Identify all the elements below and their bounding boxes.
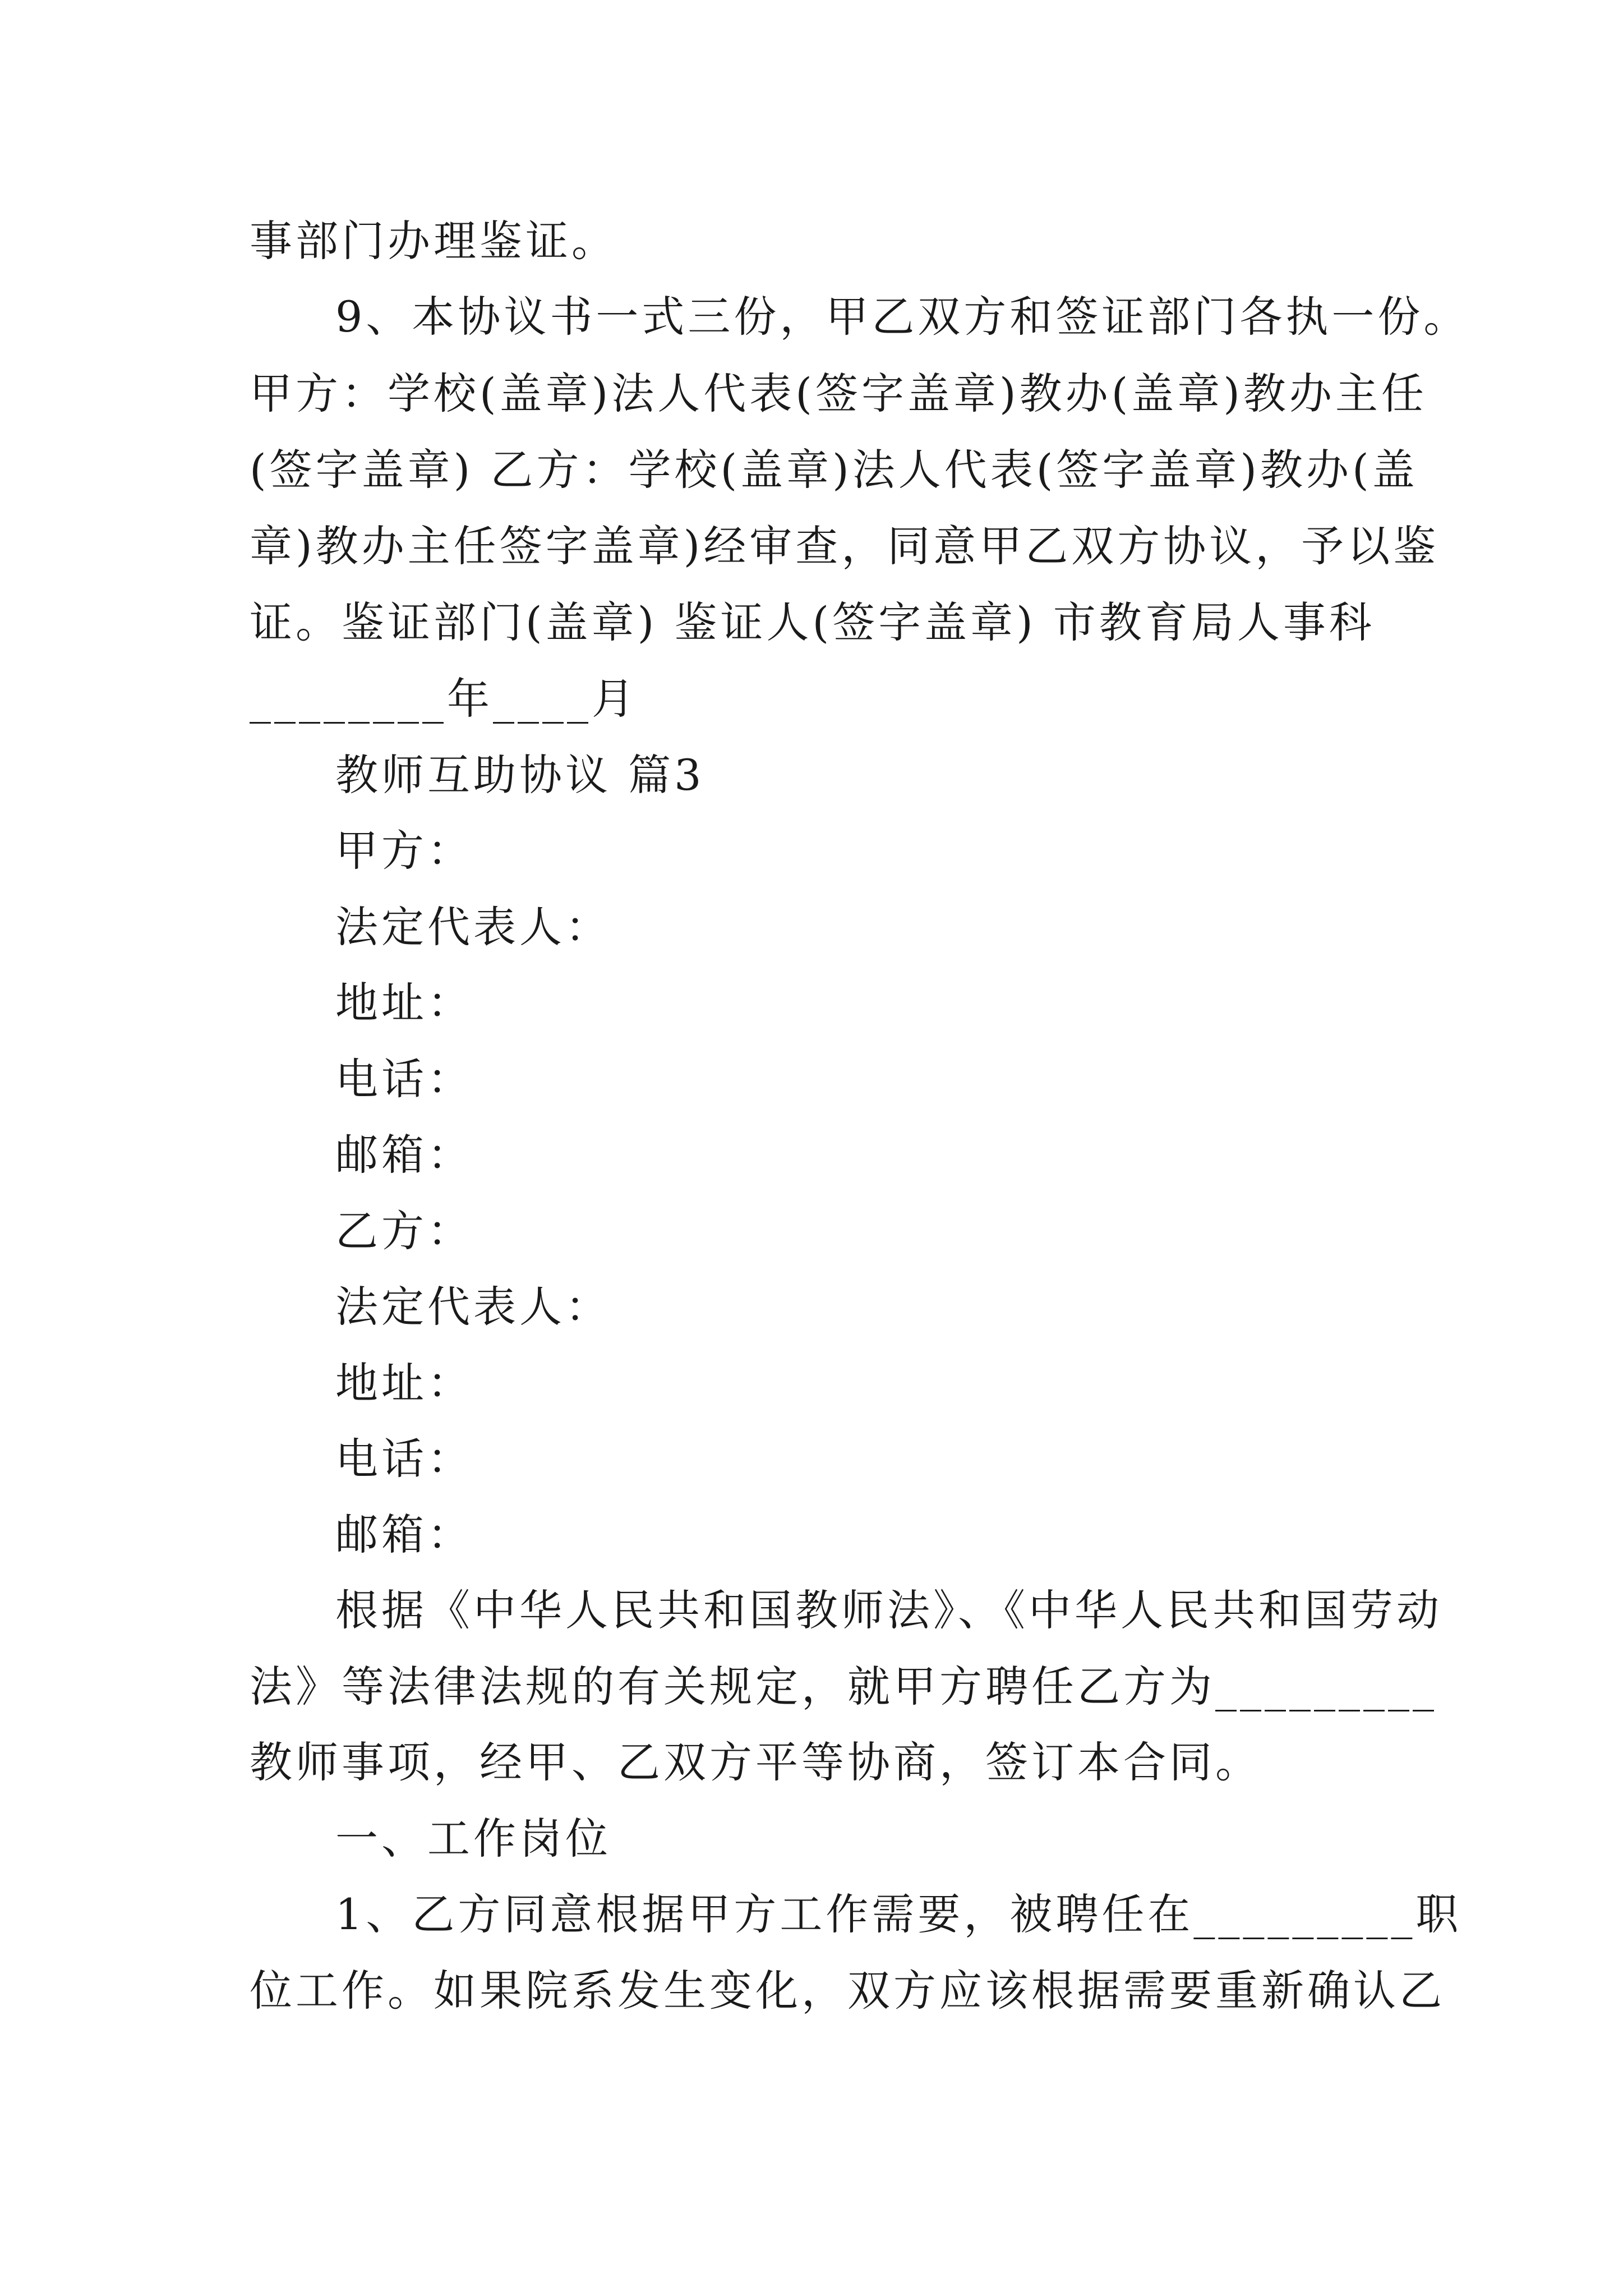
text-line: 教师事项，经甲、乙双方平等协商，签订本合同。 (250, 1737, 1261, 1787)
text-line: 证。鉴证部门(盖章) 鉴证人(签字盖章) 市教育局人事科 (250, 597, 1375, 647)
text-line: 1、乙方同意根据甲方工作需要，被聘任在_________职 (335, 1889, 1462, 1939)
field-label: 法定代表人： (335, 902, 611, 952)
text-line: 9、本协议书一式三份，甲乙双方和签证部门各执一份。 (335, 292, 1470, 342)
text-line: 章)教办主任签字盖章)经审查，同意甲乙双方协议，予以鉴 (250, 521, 1440, 571)
field-label: 邮箱： (335, 1510, 473, 1559)
text-line: 事部门办理鉴证。 (250, 216, 617, 266)
field-label: 邮箱： (335, 1130, 473, 1180)
field-label: 地址： (335, 1358, 473, 1408)
field-label: 法定代表人： (335, 1282, 611, 1332)
field-label: 电话： (335, 1054, 473, 1104)
field-label: 甲方： (335, 826, 473, 876)
section-heading: 教师互助协议 篇3 (335, 750, 705, 800)
text-line: 甲方：学校(盖章)法人代表(签字盖章)教办(盖章)教办主任 (250, 369, 1427, 418)
text-line: (签字盖章) 乙方：学校(盖章)法人代表(签字盖章)教办(盖 (250, 445, 1418, 495)
text-line: 根据《中华人民共和国教师法》、《中华人民共和国劳动 (335, 1585, 1442, 1635)
field-label: 乙方： (335, 1206, 473, 1256)
field-label: 电话： (335, 1434, 473, 1484)
field-label: 地址： (335, 978, 473, 1028)
text-line: 位工作。如果院系发生变化，双方应该根据需要重新确认乙 (250, 1966, 1445, 2016)
date-line: ________年____月 (250, 674, 638, 724)
text-line: 法》等法律法规的有关规定，就甲方聘任乙方为_________ (250, 1662, 1437, 1711)
section-heading: 一、工作岗位 (335, 1814, 611, 1864)
